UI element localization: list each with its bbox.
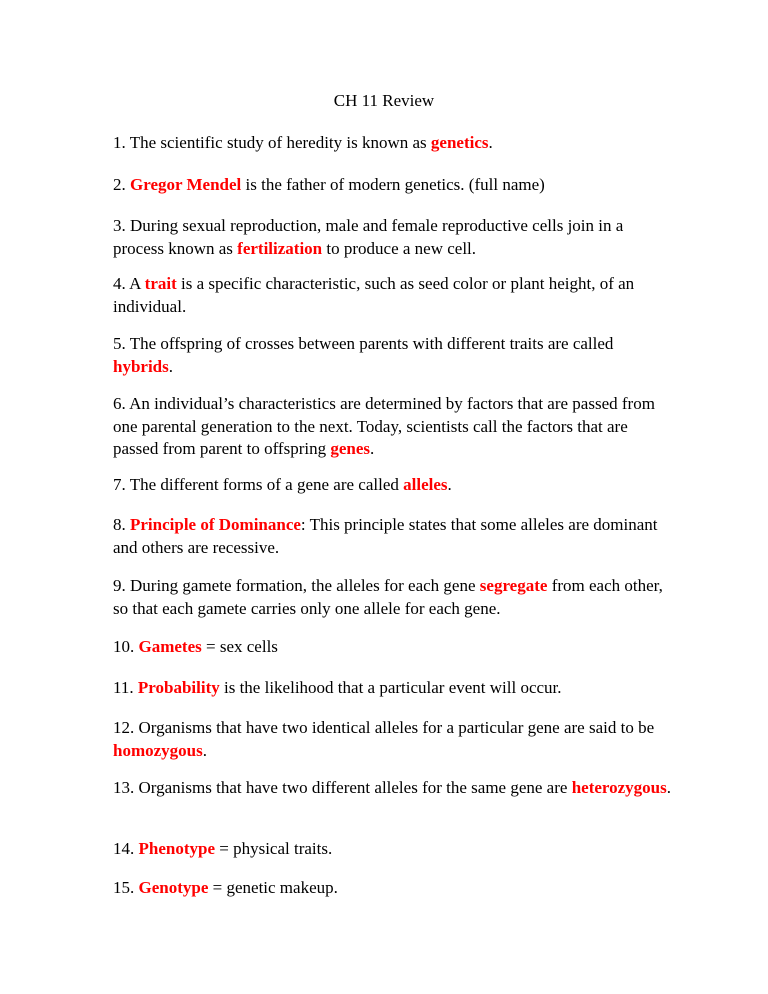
question-text-end: from each other, so that each gamete carries only one allele for each gene. [113,576,663,618]
question-number: 4. [113,274,126,293]
answer-text: Principle of Dominance [130,515,301,534]
question-number: 10. [113,637,135,656]
question-number: 13. [113,778,135,797]
question-text: Organisms that have two different alleles for the same gene are [138,778,572,797]
question-1 [113,132,673,155]
answer-text: genetics [430,133,489,152]
answer-text: Probability [137,678,220,697]
answer-text: segregate [479,576,548,595]
question-14 [113,838,673,861]
answer-text: Phenotype [138,839,215,858]
question-text-end: is the likelihood that a particular event will occur. [219,678,562,697]
answer-text: homozygous [113,740,203,760]
answer-text: heterozygous [571,778,667,797]
question-text-end: is the father of modern genetics. (full name) [241,175,545,194]
answer-text: alleles [403,475,448,494]
question-9 [113,575,673,620]
question-number: 2. [113,175,126,194]
question-10 [113,636,673,659]
question-number: 11. [113,678,134,697]
question-number: 5. [113,334,126,353]
question-text: The offspring of crosses between parents with different traits are called [129,334,614,353]
question-text: Organisms that have two identical alleles for a particular gene are said to be [138,718,655,737]
question-6 [113,393,673,461]
question-15 [113,877,673,900]
question-5 [113,333,673,378]
question-text-end: . [488,133,493,152]
question-text: An individual’s characteristics are determined by factors that are passed from one parental generation to the next. Today, scientists call the factors that are passed from parent to offspring [113,394,655,458]
question-text-end: . [370,439,375,458]
question-number: 6. [113,394,126,413]
question-7 [113,474,673,497]
question-text: The scientific study of heredity is known as [129,133,431,152]
question-text: A [129,274,145,293]
answer-text: Gregor Mendel [130,175,242,194]
question-text-end: : This principle states that some alleles are dominant and others are recessive. [113,515,658,557]
question-number: 1. [113,133,126,152]
question-text: During sexual reproduction, male and female reproductive cells join in a process known as [113,216,624,258]
question-text-end: . [447,475,452,494]
question-text-end: . [168,356,173,376]
answer-text: genes [330,439,371,458]
question-4 [113,273,673,318]
question-12 [113,717,673,762]
question-text-end: = genetic makeup. [208,878,338,897]
question-text-end: is a specific characteristic, such as seed color or plant height, of an individual. [113,274,635,316]
question-text: During gamete formation, the alleles for each gene [130,576,480,595]
answer-text: Gametes [138,637,202,656]
question-number: 15. [113,878,135,897]
question-13 [113,777,673,800]
question-number: 9. [113,576,126,595]
answer-text: Genotype [138,878,209,897]
question-text-end: . [666,778,671,797]
answer-text: hybrids [113,356,169,376]
question-8 [113,514,673,559]
page-title: CH 11 Review [333,91,435,110]
question-text-end: = sex cells [201,637,278,656]
question-number: 8. [113,515,126,534]
question-number: 7. [113,475,126,494]
question-3 [113,215,673,260]
question-text-end: to produce a new cell. [322,238,477,258]
answer-text: trait [144,274,177,293]
answer-text: fertilization [237,238,323,258]
question-number: 14. [113,839,135,858]
question-text-end: = physical traits. [215,839,333,858]
question-number: 3. [113,216,126,235]
question-11 [113,677,673,700]
question-2 [113,174,673,197]
question-number: 12. [113,718,135,737]
question-text: The different forms of a gene are called [129,475,404,494]
question-text-end: . [202,740,207,760]
